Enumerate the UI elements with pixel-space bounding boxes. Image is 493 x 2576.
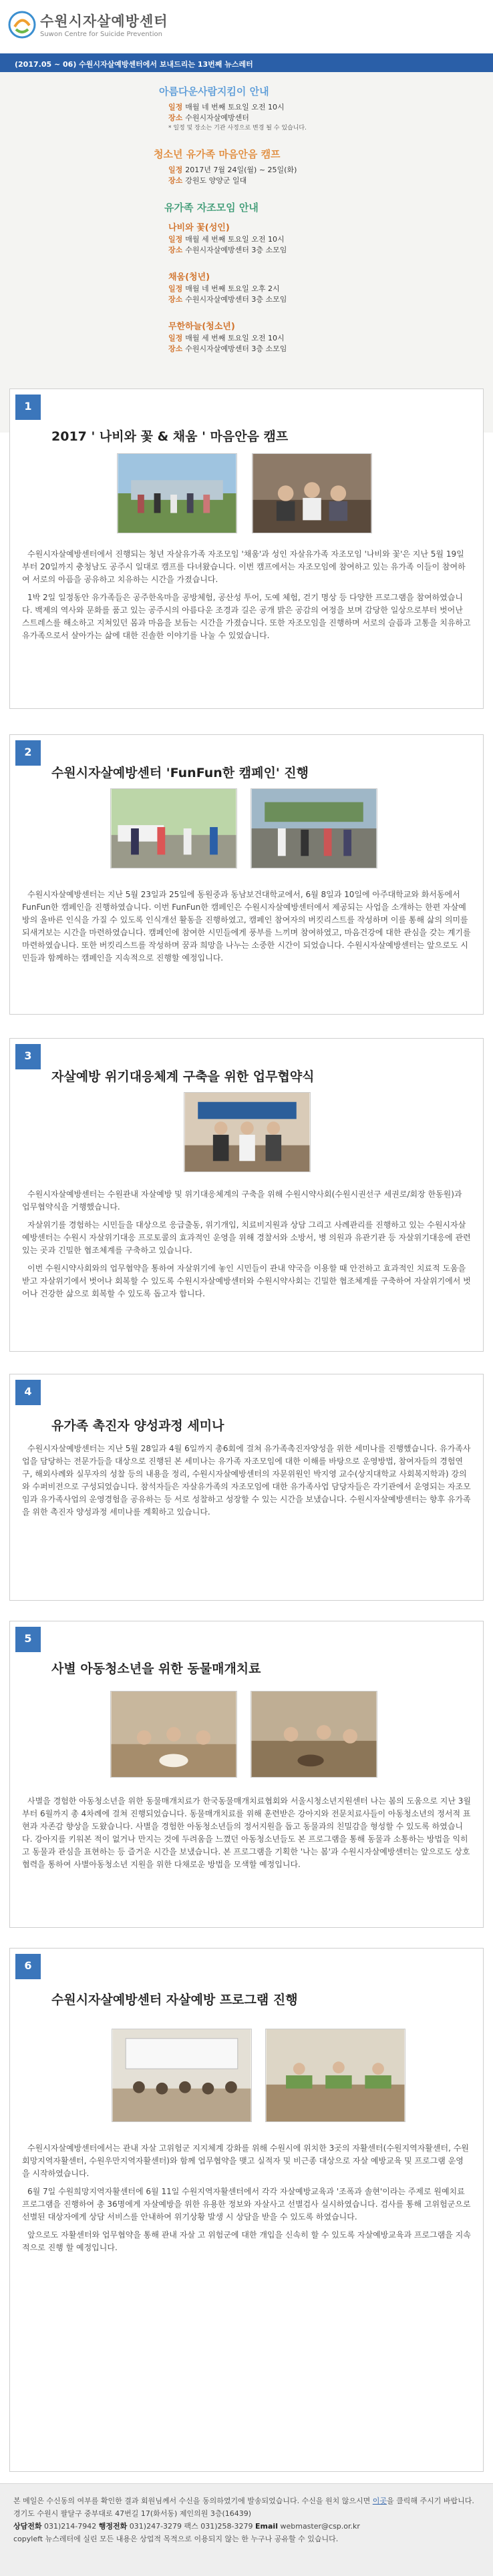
event-detail: [168, 343, 287, 354]
event-detail-key: 일정: [168, 166, 183, 174]
event-detail: [168, 175, 246, 186]
article-paragraph: 앞으로도 자활센터와 업무협약을 통해 관내 자살 고 위험군에 대한 개입을 신속히 할 수 있도록 자살예방교육과 프로그램을 지속적으로 진행 할 예정입니다.: [22, 2230, 471, 2252]
event-detail-value: 수원시자살예방센터 3층 소모임: [185, 344, 287, 353]
event-detail: [168, 112, 249, 123]
article-number: 5: [15, 1627, 41, 1652]
article-paragraph: 이번 수원시약사회와의 업무협약을 통하여 자살위기에 놓인 시민들이 관내 약국을 이용할 때 안전하고 효과적인 치료적 도움을 받고 자살위기에서 벗어나 회복할 수 있도록 수원시자살예방센터와 수원시약사회는 긴밀한 협조체계를 구축하여 자살위기에서 벗어나 건강한 삶으로 회복할 수 있도록 돕고자 합니다.: [22, 1264, 471, 1298]
event-detail: [168, 101, 285, 112]
article-photo: [110, 1691, 237, 1778]
article-paragraph: 수원시자살예방센터에서는 관내 자살 고위험군 지지체계 강화를 위해 수원시에 위치한 3곳의 자활센터(수원지역자활센터, 수원회망지역자활센터, 수원우만지역자활센터)와 함께 업무협약을 맺고 실적자 및 비근종 대상으로 자살 예방교육 및 프로그램 운영을 시작하였습니다.: [22, 2143, 469, 2178]
article-paragraph: 수원시자살예방센터는 지난 5월 28일과 4월 6일까지 총6회에 걸쳐 유가족촉진자양성을 위한 세미나를 진행했습니다. 유가족사업을 담당하는 전문가들을 대상으로 진행된 본 세미나는 유가족 자조모임에 대한 이해를 바탕으로 운영방법, 참여자들의 경험연구, 해외사례와 실무자의 성찰 등의 내용을 정리, 수원시자살예방센터의 자문위원인 박지영 교수(상지대학교 사회복지학과) 강의와 수퍼비전으로 구성되었습니다. 참석자들은 자살유가족의 자조모임에 대한 유가족사업 담당자들은 각기관에서 운영되는 자조모임과 유가족사업의 운영경험을 공유하는 등 서로 성찰하고 성장할 수 있는 시간을 보냈습니다. 수원시자살예방센터는 향후 유가족을 위한 촉진자 양성과정 세미나를 계획하고 있습니다.: [22, 1444, 471, 1517]
article-title: 사별 아동청소년을 위한 동물매개치료: [51, 1661, 261, 1676]
event-detail-key: 일정: [168, 334, 183, 342]
article-title: 수원시자살예방센터 자살예방 프로그램 진행: [51, 1993, 298, 2007]
article: [9, 1374, 484, 1601]
footer-unsubscribe: [13, 2495, 480, 2507]
article-number: 3: [15, 1044, 41, 1069]
article-body: [22, 1795, 471, 1876]
article-body: [22, 548, 471, 648]
event-detail: [168, 234, 285, 244]
event-title: 청소년 유가족 마음안음 캠프: [154, 148, 281, 160]
article-number: 4: [15, 1380, 41, 1405]
article-photo: [265, 2029, 405, 2122]
footer-text: 을 클릭해 주시기 바랍니다.: [387, 2497, 474, 2505]
article: [9, 734, 484, 1015]
footer-value: 031)214-7942: [44, 2522, 97, 2531]
article-photo: [117, 453, 237, 533]
article-paragraph: 자살위기를 경험하는 시민들을 대상으로 응급출동, 위기개입, 치료비지원과 상담 그리고 사례관리를 진행하고 있는 수원시자살예방센터는 수원시 자살위기대응 프로토콜의 효과적인 운영을 위해 경찰서와 소방서, 병 의원과 유관기관 등 자살위기대응에 관련 있는 곳과 긴밀한 협조체계를 구축하고 있습니다.: [22, 1220, 471, 1255]
event-detail-key: 일정: [168, 284, 183, 293]
newsletter-banner: (2017.05 ~ 06) 수원시자살예방센터에서 보내드리는 13번째 뉴스레터: [0, 53, 493, 72]
header: [0, 0, 493, 53]
article-number: 6: [15, 1954, 41, 1979]
events-panel: [0, 72, 493, 433]
event-detail-key: 장소: [168, 246, 183, 254]
article-title: 수원시자살예방센터 'FunFun한 캠페인' 진행: [51, 766, 309, 780]
article-body: [22, 1188, 471, 1306]
article-body: [22, 1443, 471, 1524]
event-note: * 일정 및 장소는 기관 사정으로 변경 될 수 있습니다.: [168, 125, 307, 132]
footer-email[interactable]: webmaster@csp.or.kr: [280, 2522, 360, 2531]
footer-label: 상담전화: [13, 2522, 42, 2531]
article-photo: [252, 453, 372, 533]
logo[interactable]: [8, 8, 208, 48]
article-photo: [110, 788, 237, 868]
event-detail: [168, 332, 285, 343]
event-detail-value: 강원도 양양군 일대: [185, 176, 247, 185]
logo-mark-icon: [8, 11, 36, 39]
group-name: 나비와 꽃(성인): [168, 223, 230, 233]
article: [9, 1038, 484, 1352]
article-body: [22, 888, 471, 970]
event-detail: [168, 294, 287, 304]
event-detail-key: 일정: [168, 235, 183, 244]
article-photo: [251, 1691, 377, 1778]
event-detail-value: 수원시자살예방센터: [185, 113, 249, 122]
event-detail-value: 수원시자살예방센터 3층 소모임: [185, 246, 287, 254]
footer-label: 행정전화: [98, 2522, 128, 2531]
article: [9, 389, 484, 709]
article-body: [22, 2142, 471, 2260]
event-detail-value: 수원시자살예방센터 3층 소모임: [185, 295, 287, 304]
event-title: 유가족 자조모임 안내: [164, 202, 259, 214]
event-detail-value: 매월 세 번째 토요일 오전 10시: [185, 334, 285, 342]
article-title: 유가족 촉진자 양성과정 세미나: [51, 1419, 224, 1433]
article-paragraph: 수원시자살예방센터는 수원관내 자살예방 및 위기대응체계의 구축을 위해 수원시약사회(수원시권선구 세권로/회장 한동원)과 업무협약식을 거행했습니다.: [22, 1190, 462, 1212]
article-number: 1: [15, 395, 41, 420]
article-photo: [184, 1092, 311, 1172]
article-paragraph: 1박 2일 일정동안 유가족들은 공주한옥마을 공방체험, 공산성 투어, 도예 체험, 걷기 명상 등 다양한 프로그램을 참여하였습니다. 백제의 역사와 문화를 품고 있는 공주시의 아름다운 조경과 길은 공개 밝은 공감의 여정을 보며 감당한 일상으로부터 벗어난 스트레스를 해소하고 지쳐있던 몸과 마음을 보듬는 시간을 가졌습니다. 또한 자조모임을 진행하며 서로의 슬픔과 고통을 치유하고 유가족으로서 살아가는 삶에 대한 진솔한 이야기를 나눌 수 있었습니다.: [22, 593, 471, 640]
article-paragraph: 6월 7일 수원희망지역자활센터에 6월 11일 수원지역자활센터에서 각각 자살예방교육과 '조폭과 솔현'이라는 주제로 원예치료 프로그램을 진행하여 총 36명에게 자살예방을 위한 유용한 정보와 자살사고 선별검사 실시하였습니다. 검사를 통해 고위험군으로 선별된 대상자에게 상담 서비스를 안내하여 위기상황 발생 시 상담을 받을 수 있도록 하였습니다.: [22, 2187, 471, 2222]
group-name: 무한하늘(청소년): [168, 322, 235, 332]
footer-value: 031)247-3279 팩스 031)258-3279: [129, 2522, 253, 2531]
footer-label: Email: [255, 2522, 278, 2531]
footer-text: 본 메일은 수신동의 여부를 확인한 결과 회원님께서 수신을 동의하였기에 발송되었습니다. 수신을 원치 않으시면: [13, 2497, 371, 2505]
unsubscribe-link[interactable]: 이곳: [372, 2497, 387, 2505]
article-photo: [251, 788, 377, 868]
footer-contacts: [13, 2520, 480, 2533]
event-detail-value: 매월 네 번째 토요일 오전 10시: [185, 103, 285, 111]
footer: [0, 2483, 493, 2576]
article: [9, 1948, 484, 2472]
article-title: 2017 ' 나비와 꽃 & 채움 ' 마음안음 캠프: [51, 429, 289, 444]
footer-copyleft: copyleft 뉴스레터에 실린 모든 내용은 상업적 목적으로 이용되지 않는 한 누구나 공유할 수 있습니다.: [13, 2535, 339, 2543]
event-detail-value: 매월 세 번째 토요일 오전 10시: [185, 235, 285, 244]
event-detail: [168, 244, 287, 255]
group-name: 채움(청년): [168, 272, 210, 282]
article-paragraph: 사별을 경험한 아동청소년을 위한 동물매개치료가 한국동물매개치료협회와 서울시청소년지원센터 나는 봄의 도움으로 지난 3월부터 6월까지 총 4차례에 걸쳐 진행되었습니다. 동물매개치료를 위해 훈련받은 강아지와 전문치료사들이 아동청소년의 정서적 표현과 자존감 향상을 도왔습니다. 사별을 경험한 아동청소년들의 정서지원을 돕고 동물과의 친밀감을 형성할 수 있도록 하였습니다. 강아지를 키워본 적이 없거나 만지는 것에 두려움을 느꼈던 아동청소년들도 본 프로그램을 통해 동물과 소통하는 방법을 익히고 동물과 관심을 표현하는 등 즐거운 시간을 보냈습니다. 본 프로그램을 기획한 '나는 봄'과 수원시자살예방센터는 앞으로도 상호협력을 통하여 사별아동청소년 지원을 위한 다채로운 방법을 모색할 예정입니다.: [22, 1796, 471, 1869]
event-detail-key: 장소: [168, 295, 183, 304]
event-detail-key: 장소: [168, 344, 183, 353]
event-detail-value: 매월 네 번째 토요일 오후 2시: [185, 284, 280, 293]
article-title: 자살예방 위기대응체계 구축을 위한 업무협약식: [51, 1069, 315, 1084]
event-detail-value: 2017년 7월 24일(월) ~ 25일(화): [185, 166, 297, 174]
event-detail-key: 장소: [168, 176, 183, 185]
article: [9, 1621, 484, 1928]
footer-address: 경기도 수원시 팔달구 중부대로 47번길 17(화서동) 제인의원 3층(16439): [13, 2509, 252, 2518]
article-paragraph: 수원시자살예방센터는 지난 5월 23일과 25일에 동원중과 동남보건대학교에서, 6월 8일과 10일에 아주대학교와 화서동에서 FunFun한 캠페인을 진행하였습니다. 이번 FunFun한 캠페인은 수원시자살예방센터에서 제공되는 사업을 소개하는 한편 자살예방의 올바른 인식을 가질 수 있도록 인식개선 활동을 진행하였고, 캠페인 참여자의 버킷리스트를 작성하며 이를 통해 삶의 의미를 되새겨보는 시간을 마련하였습니다. 캠페인에 참여한 시민들에게 풍부를 느끼며 참여하였고, 마음건강에 대한 관심을 갖는 계기를 마련하였습니다. 또한 버킷리스트를 작성하며 꿈과 희망을 나누는 소중한 시간이 되었습니다. 수원시자살예방센터는 앞으로도 시민들과 함께하는 캠페인을 지속적으로 진행할 예정입니다.: [22, 890, 471, 963]
event-title: 아름다운사람지킴이 안내: [159, 85, 269, 97]
logo-subtitle: Suwon Centre for Suicide Prevention: [40, 31, 162, 38]
article-paragraph: 수원시자살예방센터에서 진행되는 청년 자살유가족 자조모임 '채움'과 성인 자살유가족 자조모임 '나비와 꽃'은 지난 5월 19일부터 20일까지 충청남도 공주시 일대로 캠프를 다녀왔습니다. 이번 캠프에서는 자조모임에 참여하고 있는 유가족 이들이 참여하여 서로의 아픔을 공유하고 치유하는 시간을 가졌습니다.: [22, 549, 466, 584]
article-number: 2: [15, 740, 41, 766]
logo-title: 수원시자살예방센터: [40, 13, 168, 29]
event-detail: [168, 283, 280, 294]
event-detail-key: 일정: [168, 103, 183, 111]
event-detail: [168, 164, 297, 175]
event-detail-key: 장소: [168, 113, 183, 122]
article-photo: [112, 2029, 252, 2122]
